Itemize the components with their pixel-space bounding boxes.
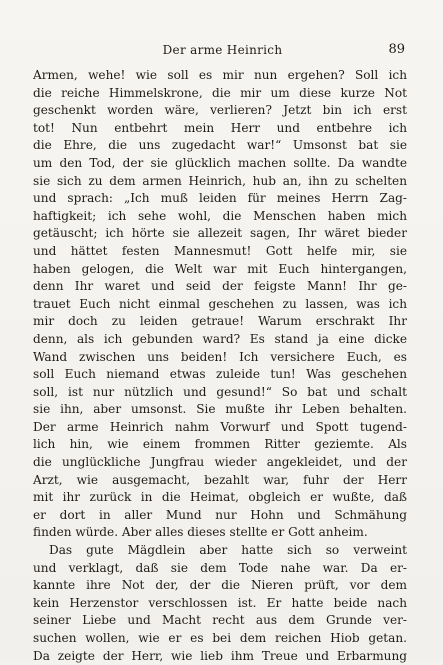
text-line: die reiche Himmelskrone, die mir um diese kurze Not [33, 85, 407, 100]
text-line: Das gute Mägdlein aber hatte sich so verweint [49, 543, 407, 558]
text-line: finden würde. Aber alles dieses stellte er Gott anheim. [33, 525, 368, 540]
text-line: getäuscht; ich hörte sie allezeit sagen, Ihr wäret bieder [33, 226, 407, 241]
text-line: denn, als ich gebunden ward? Es stand ja eine dicke [33, 331, 407, 346]
text-line: kannte ihre Not der, der die Nieren prüft, vor dem [33, 578, 407, 593]
text-line: soll, ist nur nützlich und gesund!“ So bat und schalt [33, 384, 407, 399]
text-line: und sprach: „Ich muß leiden für meines Herrn Zag- [33, 191, 407, 206]
text-line: die unglückliche Jungfrau wieder angekleidet, und der [33, 455, 407, 470]
text-line: Wand zwischen uns beiden! Ich versichere Euch, es [33, 349, 407, 364]
text-line: sie sich zu dem armen Heinrich, hub an, ihn zu schelten [33, 173, 407, 188]
text-line: suchen wollen, wie er es bei dem reichen Hiob getan. [33, 631, 407, 645]
text-line: mir doch zu leiden getraue! Warum erschrakt Ihr [33, 314, 407, 329]
text-line: mit ihr zurück in die Heimat, obgleich er wußte, daß [33, 490, 407, 505]
text-line: Arzt, wie ausgemacht, bezahlt war, fuhr der Herr [33, 472, 407, 487]
page-number: 89 [388, 42, 405, 57]
running-head [40, 42, 405, 58]
text-line: kein Herzenstor verschlossen ist. Er hatte beide nach [33, 595, 407, 610]
text-line: haben gelogen, die Welt war mit Euch hintergangen, [33, 261, 407, 276]
text-line: und hättet festen Mannesmut! Gott helfe mir, sie [33, 243, 407, 258]
text-line: die Ehre, die uns zugedacht war!“ Umsonst bat sie [33, 138, 407, 153]
text-line: er dort in aller Mund nur Hohn und Schmähung [33, 507, 407, 522]
text-line: seiner Liebe und Macht recht aus dem Grunde ver- [33, 613, 407, 628]
text-line: sie ihn, aber umsonst. Sie mußte ihr Leben behalten. [33, 402, 407, 417]
text-line: um den Tod, der sie glücklich machen sollte. Da wandte [33, 155, 407, 170]
text-line: denn Ihr waret und seid der feigste Mann! Ihr ge- [33, 279, 407, 294]
text-line: haftigkeit; ich sehe wohl, die Menschen haben mich [33, 208, 407, 223]
running-title: Der arme Heinrich [162, 43, 283, 57]
text-line: Armen, wehe! wie soll es mir nun ergehen? Soll ich [33, 68, 407, 82]
text-line: Da zeigte der Herr, wie lieb ihm Treue und Erbarmung [33, 648, 407, 663]
text-line: und verklagt, daß sie dem Tode nahe war. Da er- [33, 560, 407, 575]
text-line: geschenkt worden wäre, verlieren? Jetzt bin ich erst [33, 103, 407, 118]
text-line: tot! Nun entbehrt mein Herr und entbehre ich [33, 120, 407, 135]
text-line: trauet Euch nicht einmal geschehen zu lassen, was ich [33, 296, 407, 311]
text-line: soll Euch niemand etwas zuleide tun! Was geschehen [33, 367, 407, 382]
body-text [33, 67, 407, 665]
text-line: Der arme Heinrich nahm Vorwurf und Spott tugend- [33, 419, 407, 434]
text-line: lich hin, wie einem frommen Ritter geziemte. Als [33, 437, 407, 452]
